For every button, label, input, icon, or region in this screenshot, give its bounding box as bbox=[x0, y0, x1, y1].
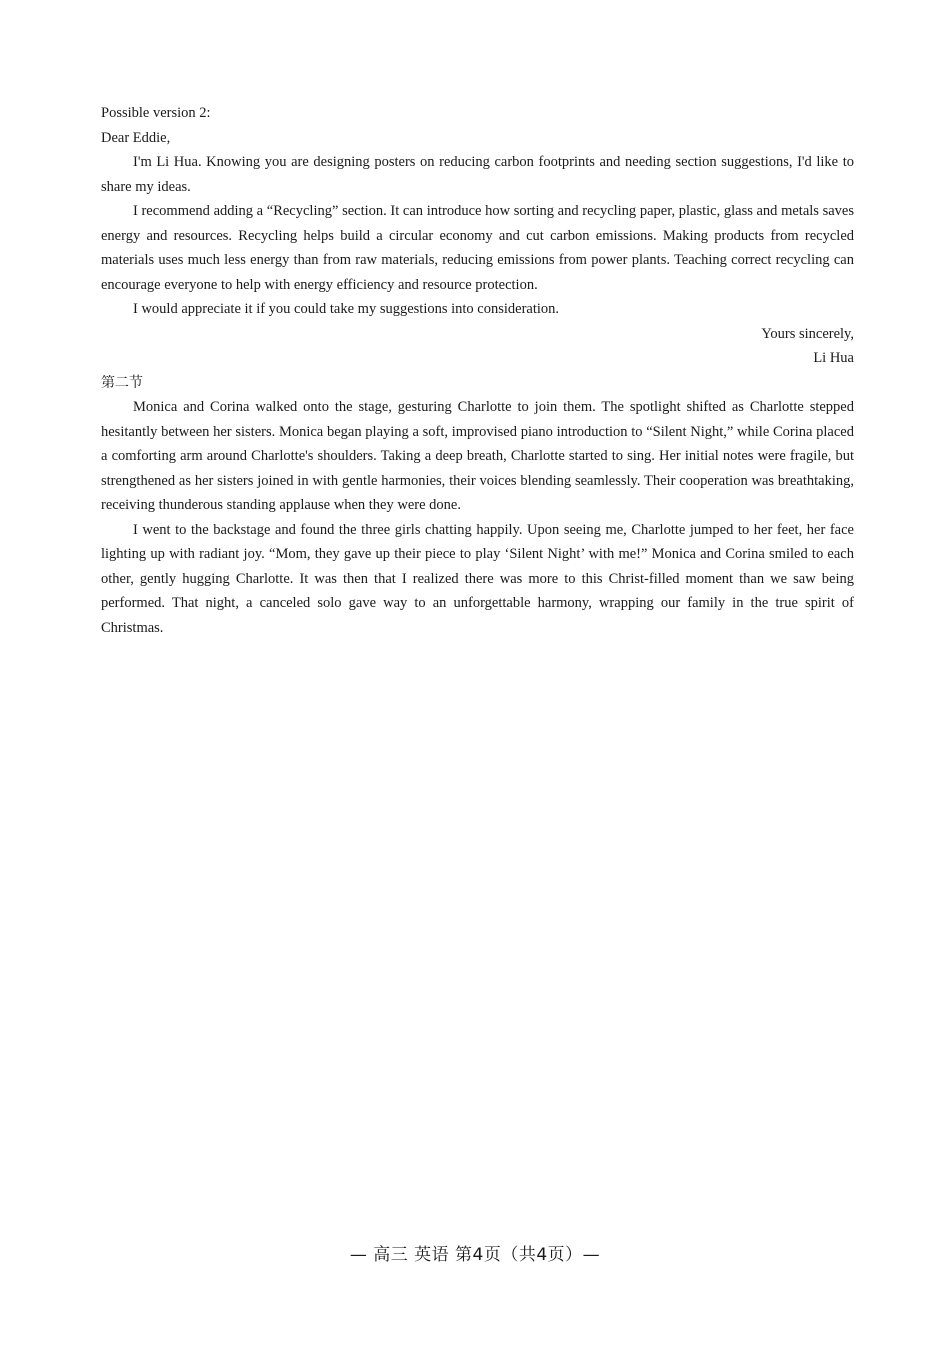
page-footer: — 高三 英语 第4页（共4页）— bbox=[349, 1245, 601, 1265]
letter-closing: Yours sincerely, bbox=[761, 325, 854, 342]
letter-greeting: Dear Eddie, bbox=[101, 129, 171, 146]
section-heading: 第二节 bbox=[101, 374, 143, 391]
page-content bbox=[101, 101, 854, 640]
version-label: Possible version 2: bbox=[101, 105, 211, 121]
letter-paragraph-2: I recommend adding a “Recycling” section. It can introduce how sorting and recycling paper, plastic, glass and metals saves energy and resources. Recycling helps build a circular economy and cut carbon emissions. Making products from recycled materials uses much less energy than from raw materials, reducing emissions from power plants. Teaching correct recycling can encourage everyone to help with energy efficiency and resource protection. bbox=[101, 203, 854, 293]
letter-paragraph-3: I would appreciate it if you could take my suggestions into consideration. bbox=[133, 301, 560, 317]
story-paragraph-2: I went to the backstage and found the three girls chatting happily. Upon seeing me, Charlotte jumped to her feet, her face lighting up with radiant joy. “Mom, they gave up their piece to play ‘Silent Night’ with me!” Monica and Corina smiled to each other, gently hugging Charlotte. It was then that I realized there was more to this Christ-filled moment than we saw being performed. That night, a canceled solo gave way to an unforgettable harmony, wrapping our family in the true spirit of Christmas. bbox=[101, 521, 854, 636]
letter-signature: Li Hua bbox=[813, 350, 854, 366]
letter-paragraph-1: I'm Li Hua. Knowing you are designing posters on reducing carbon footprints and needing section suggestions, I'd like to share my ideas. bbox=[101, 154, 854, 195]
story-paragraph-1: Monica and Corina walked onto the stage, gesturing Charlotte to join them. The spotlight shifted as Charlotte stepped hesitantly between her sisters. Monica began playing a soft, improvised piano introduction to “Silent Night,” while Corina placed a comforting arm around Charlotte's shoulders. Taking a deep breath, Charlotte started to sing. Her initial notes were fragile, but strengthened as her sisters joined in with gentle harmonies, their voices blending seamlessly. Their cooperation was breathtaking, receiving thunderous standing applause when they were done. bbox=[101, 399, 854, 513]
